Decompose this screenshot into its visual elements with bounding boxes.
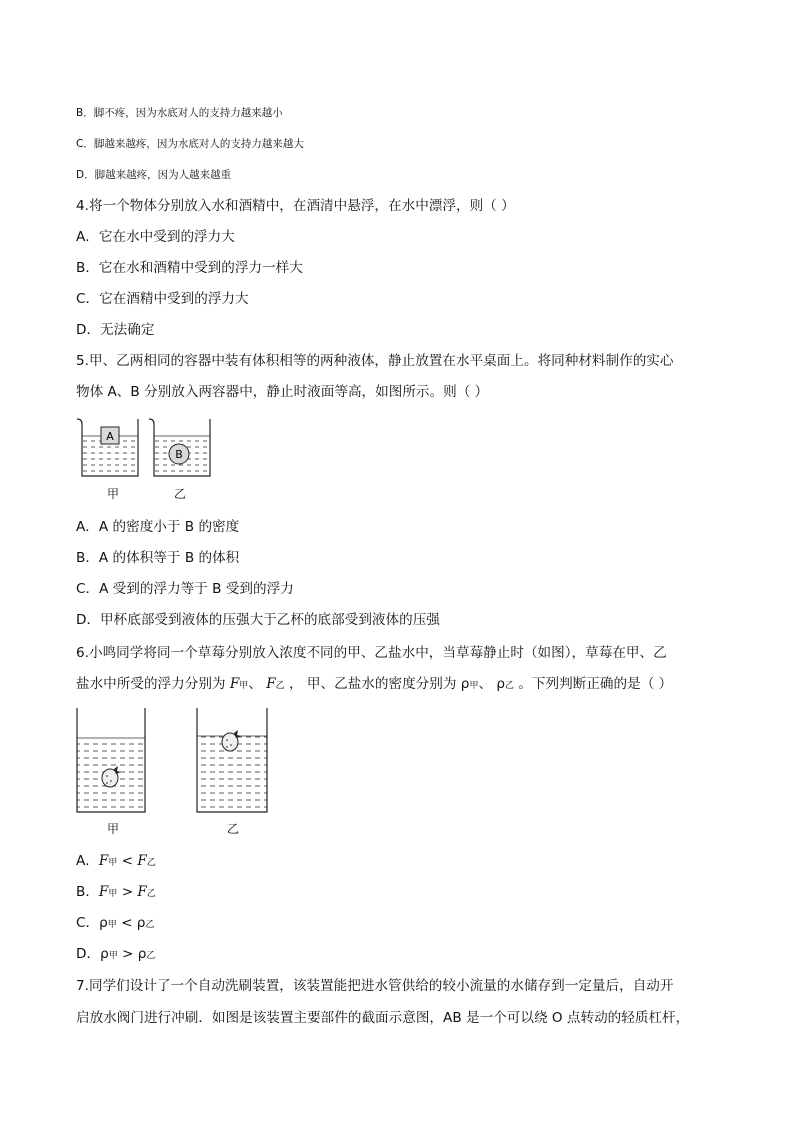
q4-option-c: C．它在酒精中受到的浮力大 xyxy=(76,291,249,307)
q6-option-a: A．F甲 < F乙 xyxy=(76,853,156,869)
q5-option-c: C．A 受到的浮力等于 B 受到的浮力 xyxy=(76,581,294,597)
q4-option-a: A．它在水中受到的浮力大 xyxy=(76,229,235,245)
q6-stem-line1: 6.小鸣同学将同一个草莓分别放入浓度不同的甲、乙盐水中，当草莓静止时（如图），草莓在甲、乙 xyxy=(76,645,667,661)
q5-option-d: D．甲杯底部受到液体的压强大于乙杯的底部受到液体的压强 xyxy=(76,612,440,628)
beaker-yi xyxy=(149,419,210,476)
q4-option-b: B．它在水和酒精中受到的浮力一样大 xyxy=(76,260,303,276)
q6-option-d: D．ρ甲 > ρ乙 xyxy=(76,946,156,962)
q5-stem-line2: 物体 A、B 分别放入两容器中，静止时液面等高，如图所示。则（ ） xyxy=(76,384,489,400)
q4-option-d: D．无法确定 xyxy=(76,322,155,338)
q6-option-b: B．F甲 > F乙 xyxy=(76,884,156,900)
q3-option-c: C．脚越来越疼，因为水底对人的支持力越来越大 xyxy=(76,138,304,150)
q3-option-b: B．脚不疼，因为水底对人的支持力越来越小 xyxy=(76,107,283,119)
q5-caption-jia: 甲 xyxy=(107,487,120,501)
q6-stem-line2: 盐水中所受的浮力分别为 F甲、 F乙 ， 甲、乙盐水的密度分别为 ρ甲、 ρ乙 。下列判断正确的是（ ） xyxy=(76,676,673,692)
q3-option-d: D．脚越来越疼，因为人越来越重 xyxy=(76,169,232,181)
object-b-label: B xyxy=(175,448,183,461)
object-a-label: A xyxy=(106,430,114,443)
q4-stem: 4.将一个物体分别放入水和酒精中，在酒清中悬浮，在水中漂浮，则（ ） xyxy=(76,198,515,214)
q5-stem-line1: 5.甲、乙两相同的容器中装有体积相等的两种液体，静止放置在水平桌面上。将同种材料制作的实心 xyxy=(76,353,674,369)
q6-containers-figure xyxy=(74,706,274,816)
q5-caption-yi: 乙 xyxy=(174,487,187,501)
q6-option-c: C．ρ甲 < ρ乙 xyxy=(76,915,155,931)
container-yi xyxy=(197,708,267,812)
q5-option-a: A．A 的密度小于 B 的密度 xyxy=(76,519,240,535)
q7-stem-line1: 7.同学们设计了一个自动洗刷装置，该装置能把进水管供给的较小流量的水储存到一定量后，自动开 xyxy=(76,978,674,994)
q6-caption-yi: 乙 xyxy=(227,822,240,836)
q5-beakers-figure xyxy=(74,414,224,484)
q6-caption-jia: 甲 xyxy=(107,822,120,836)
beaker-jia xyxy=(77,419,138,476)
container-jia xyxy=(77,708,145,812)
q5-option-b: B．A 的体积等于 B 的体积 xyxy=(76,550,240,566)
q7-stem-line2: 启放水阀门进行冲刷．如图是该装置主要部件的截面示意图，AB 是一个可以绕 O 点转动的轻质杠杆， xyxy=(76,1010,690,1026)
